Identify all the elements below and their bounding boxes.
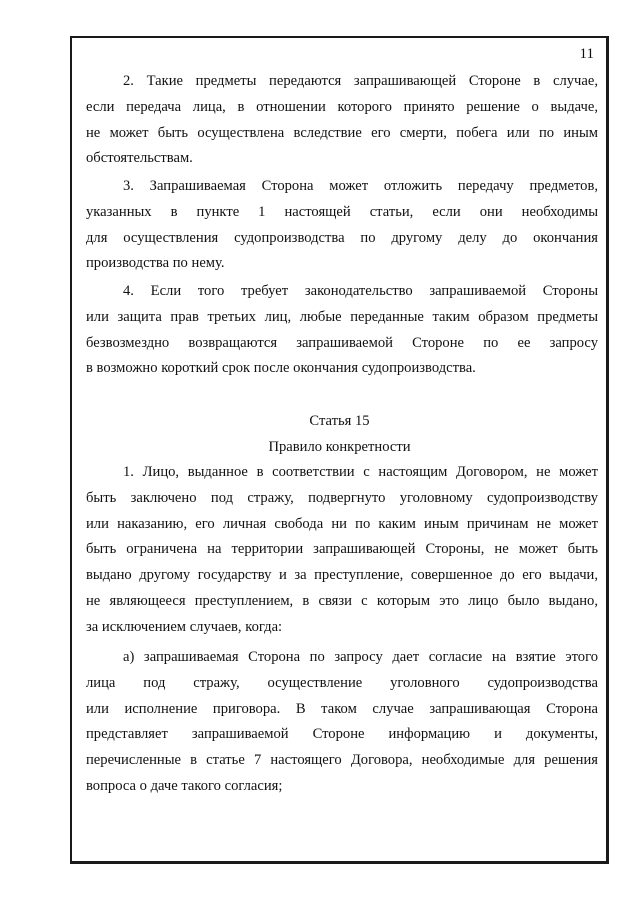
text-line: а) запрашиваемая Сторона по запросу дает согласие на взятие этого: [123, 649, 598, 665]
text-line: 2. Такие предметы передаются запрашивающей Стороне в случае,: [123, 73, 598, 89]
article-title: Правило конкретности: [268, 439, 411, 455]
text-line: производства по нему.: [86, 255, 225, 272]
text-line: или защита прав третьих лиц, любые переданные таким образом предметы: [86, 308, 598, 325]
text-line: безвозмездно возвращаются запрашиваемой Стороне по ее запросу: [86, 334, 598, 351]
text-line: в возможно короткий срок после окончания судопроизводства.: [86, 360, 476, 377]
text-line: для осуществления судопроизводства по другому делу до окончания: [86, 229, 598, 246]
text-line: 1. Лицо, выданное в соответствии с настоящим Договором, не может: [123, 464, 598, 480]
text-line: выдано другому государству и за преступление, совершенное до его выдачи,: [86, 567, 598, 584]
paragraph-4: [86, 279, 598, 382]
text-line: если передача лица, в отношении которого принято решение о выдаче,: [86, 98, 598, 115]
page-number: 11: [579, 46, 594, 62]
text-line: лица под стражу, осуществление уголовного судопроизводства: [86, 674, 598, 691]
paragraph-3: [86, 174, 598, 277]
text-line: указанных в пункте 1 настоящей статьи, если они необходимы: [86, 203, 598, 220]
text-line: или наказанию, его личная свобода ни по каким иным причинам не может: [86, 515, 598, 532]
text-line: за исключением случаев, когда:: [86, 618, 283, 635]
text-line: 4. Если того требует законодательство запрашиваемой Стороны: [123, 283, 598, 299]
text-line: перечисленные в статье 7 настоящего Договора, необходимые для решения: [86, 752, 598, 769]
paragraph-2: [86, 69, 598, 172]
text-line: 3. Запрашиваемая Сторона может отложить передачу предметов,: [123, 178, 598, 194]
text-line: быть заключено под стражу, подвергнуто уголовному судопроизводству: [86, 489, 598, 506]
text-line: или исполнение приговора. В таком случае запрашивающая Сторона: [86, 700, 598, 717]
text-line: не может быть осуществлена вследствие его смерти, побега или по иным: [86, 124, 598, 141]
article-number: Статья 15: [309, 413, 370, 429]
text-line: быть ограничена на территории запрашивающей Стороны, не может быть: [86, 541, 598, 558]
text-line: обстоятельствам.: [86, 150, 193, 167]
text-line: представляет запрашиваемой Стороне информацию и документы,: [86, 726, 598, 743]
paragraph-article-15-1-a: [86, 645, 598, 800]
text-line: вопроса о даче такого согласия;: [86, 777, 283, 794]
text-line: не являющееся преступлением, в связи с которым это лицо было выдано,: [86, 592, 598, 609]
paragraph-article-15-1: [86, 460, 598, 641]
